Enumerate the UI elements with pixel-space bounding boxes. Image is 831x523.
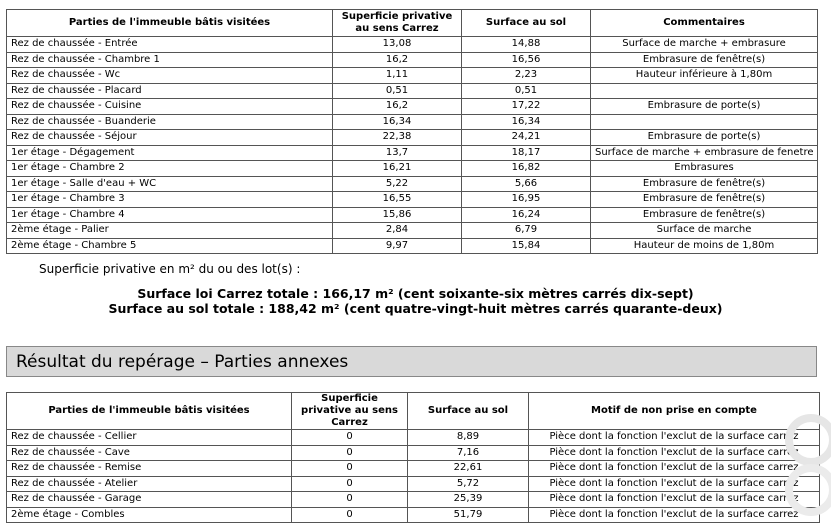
table-row [7,99,818,115]
cell-sol: 25,39 [408,492,529,508]
table-row [7,130,818,146]
cell-part: Rez de chaussée - Entrée [7,37,333,53]
cell-comment [591,114,818,130]
cell-comment: Embrasure de porte(s) [591,99,818,115]
cell-comment: Surface de marche + embrasure de fenetre [591,145,818,161]
cell-sol: 8,89 [408,430,529,446]
cell-sol: 6,79 [462,223,591,239]
table-row [7,207,818,223]
cell-carrez: 0 [292,492,408,508]
col-header-parts: Parties de l'immeuble bâtis visitées [7,10,333,37]
col-header-sol: Surface au sol [408,393,529,430]
table-row [7,68,818,84]
cell-sol: 18,17 [462,145,591,161]
table-row [7,37,818,53]
cell-sol: 16,82 [462,161,591,177]
cell-sol: 5,66 [462,176,591,192]
col-header-parts: Parties de l'immeuble bâtis visitées [7,393,292,430]
cell-part: 2ème étage - Chambre 5 [7,238,333,254]
cell-sol: 16,34 [462,114,591,130]
cell-part: 1er étage - Dégagement [7,145,333,161]
cell-part: Rez de chaussée - Remise [7,461,292,477]
cell-carrez: 0 [292,476,408,492]
cell-part: 2ème étage - Palier [7,223,333,239]
cell-carrez: 5,22 [333,176,462,192]
cell-carrez: 16,21 [333,161,462,177]
table-row [7,461,820,477]
table-row [7,83,818,99]
table-row [7,238,818,254]
col-header-sol: Surface au sol [462,10,591,37]
cell-carrez: 0 [292,461,408,477]
table-row [7,114,818,130]
cell-sol: 5,72 [408,476,529,492]
section-title: Résultat du repérage – Parties annexes [16,352,349,372]
summary-label: Superficie privative en m² du ou des lot(s) : [39,262,301,276]
cell-sol: 2,23 [462,68,591,84]
cell-part: Rez de chaussée - Garage [7,492,292,508]
cell-carrez: 16,2 [333,99,462,115]
cell-sol: 24,21 [462,130,591,146]
cell-sol: 16,95 [462,192,591,208]
cell-part: Rez de chaussée - Chambre 1 [7,52,333,68]
cell-comment: Embrasure de fenêtre(s) [591,207,818,223]
cell-carrez: 9,97 [333,238,462,254]
table-row [7,52,818,68]
cell-comment: Hauteur inférieure à 1,80m [591,68,818,84]
cell-part: 1er étage - Chambre 2 [7,161,333,177]
cell-comment: Embrasures [591,161,818,177]
table-row [7,223,818,239]
section-header-annexes [6,346,817,377]
carrez-total: Surface loi Carrez totale : 166,17 m² (cent soixante-six mètres carrés dix-sept) [137,286,694,301]
cell-carrez: 0 [292,445,408,461]
cell-part: Rez de chaussée - Placard [7,83,333,99]
cell-comment: Embrasure de fenêtre(s) [591,192,818,208]
cell-comment: Hauteur de moins de 1,80m [591,238,818,254]
col-header-motif: Motif de non prise en compte [529,393,820,430]
annexes-surface-table [6,392,820,523]
cell-sol: 14,88 [462,37,591,53]
cell-comment: Pièce dont la fonction l'exclut de la surface carrez [529,476,820,492]
cell-carrez: 0,51 [333,83,462,99]
table-row [7,161,818,177]
cell-carrez: 1,11 [333,68,462,84]
cell-carrez: 22,38 [333,130,462,146]
cell-part: Rez de chaussée - Wc [7,68,333,84]
col-header-comments: Commentaires [591,10,818,37]
cell-comment: Pièce dont la fonction l'exclut de la surface carrez [529,445,820,461]
cell-sol: 15,84 [462,238,591,254]
cell-comment: Embrasure de porte(s) [591,130,818,146]
cell-part: Rez de chaussée - Séjour [7,130,333,146]
cell-part: 1er étage - Salle d'eau + WC [7,176,333,192]
table-row [7,507,820,523]
cell-sol: 51,79 [408,507,529,523]
cell-carrez: 13,7 [333,145,462,161]
sol-total: Surface au sol totale : 188,42 m² (cent quatre-vingt-huit mètres carrés quarante-deux) [108,301,723,316]
cell-carrez: 0 [292,507,408,523]
table-row [7,445,820,461]
cell-carrez: 13,08 [333,37,462,53]
cell-part: Rez de chaussée - Cuisine [7,99,333,115]
cell-comment: Pièce dont la fonction l'exclut de la surface carrez [529,507,820,523]
cell-comment: Surface de marche [591,223,818,239]
cell-sol: 16,56 [462,52,591,68]
cell-sol: 16,24 [462,207,591,223]
cell-part: Rez de chaussée - Buanderie [7,114,333,130]
cell-comment: Pièce dont la fonction l'exclut de la surface carrez [529,492,820,508]
cell-part: Rez de chaussée - Cellier [7,430,292,446]
cell-carrez: 2,84 [333,223,462,239]
table-row [7,176,818,192]
table-header-row [7,10,818,37]
table-row [7,145,818,161]
cell-carrez: 15,86 [333,207,462,223]
cell-comment: Pièce dont la fonction l'exclut de la surface carrez [529,461,820,477]
cell-comment [591,83,818,99]
cell-comment: Embrasure de fenêtre(s) [591,52,818,68]
table-row [7,430,820,446]
col-header-carrez: Superficie privative au sens Carrez [292,393,408,430]
cell-carrez: 16,2 [333,52,462,68]
cell-comment: Pièce dont la fonction l'exclut de la surface carrez [529,430,820,446]
cell-part: 1er étage - Chambre 4 [7,207,333,223]
cell-sol: 17,22 [462,99,591,115]
cell-part: 2ème étage - Combles [7,507,292,523]
cell-carrez: 0 [292,430,408,446]
cell-sol: 22,61 [408,461,529,477]
table-header-row [7,393,820,430]
cell-part: Rez de chaussée - Atelier [7,476,292,492]
table-row [7,192,818,208]
table-row [7,476,820,492]
cell-sol: 7,16 [408,445,529,461]
cell-comment: Embrasure de fenêtre(s) [591,176,818,192]
main-surface-table [6,9,818,254]
cell-part: 1er étage - Chambre 3 [7,192,333,208]
table-row [7,492,820,508]
cell-comment: Surface de marche + embrasure [591,37,818,53]
cell-carrez: 16,34 [333,114,462,130]
cell-sol: 0,51 [462,83,591,99]
cell-carrez: 16,55 [333,192,462,208]
cell-part: Rez de chaussée - Cave [7,445,292,461]
col-header-carrez: Superficie privative au sens Carrez [333,10,462,37]
